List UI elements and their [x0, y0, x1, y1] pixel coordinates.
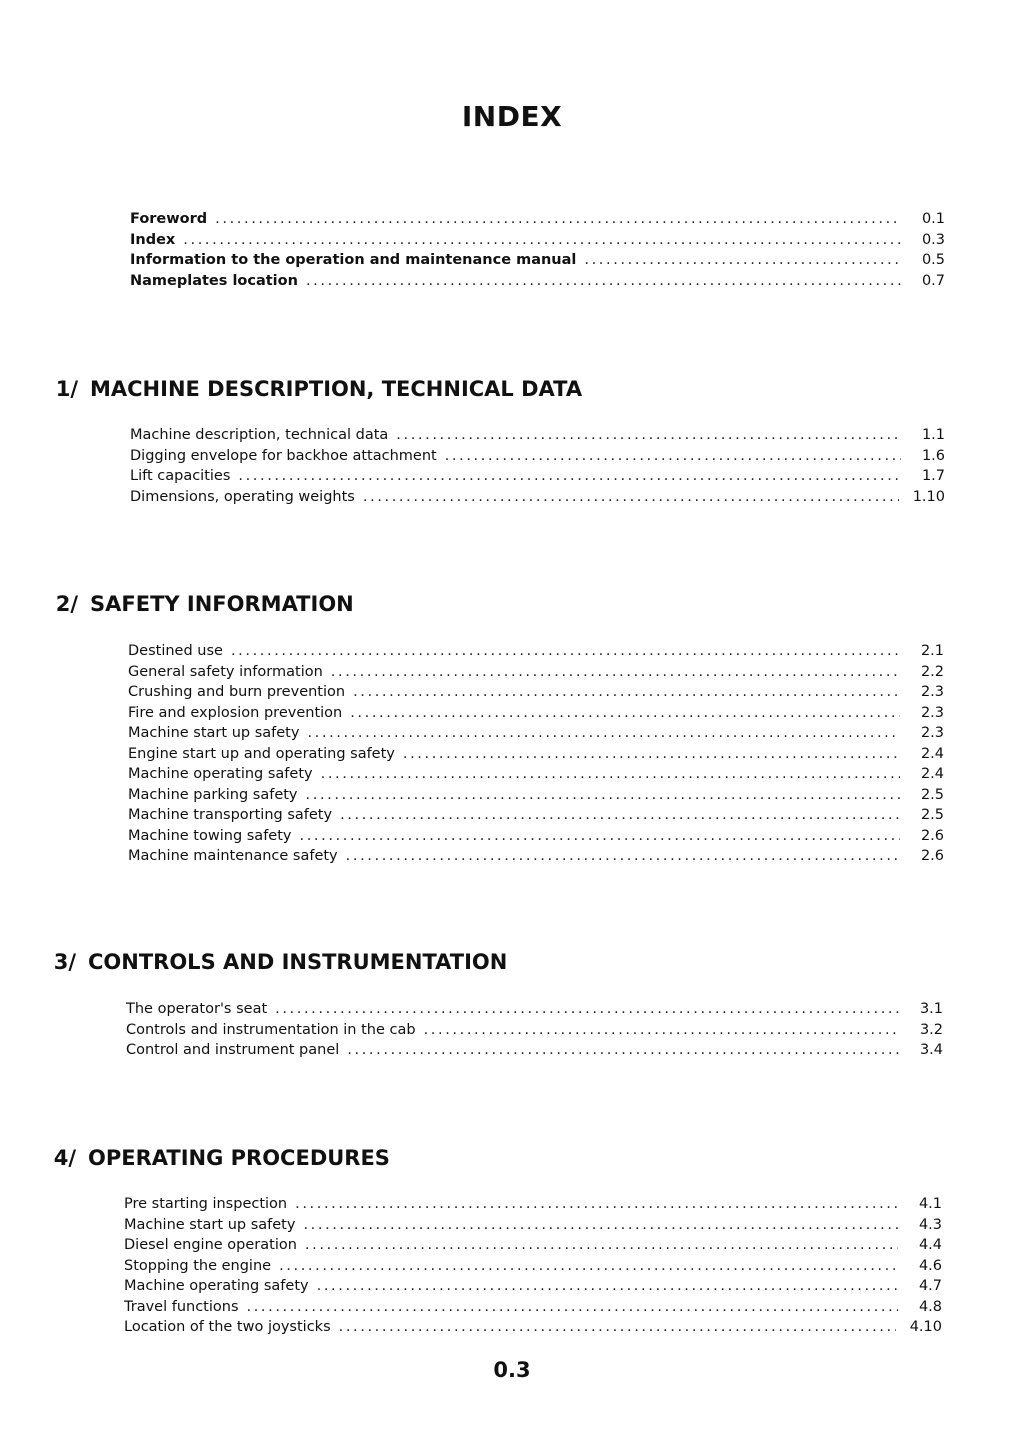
dot-leader [339, 1318, 896, 1336]
dot-leader [295, 1195, 898, 1213]
toc-entry-page: 2.3 [920, 684, 944, 700]
toc-entry-page: 1.6 [921, 447, 945, 464]
toc-entry-page: 3.4 [919, 1042, 943, 1058]
dot-leader [445, 447, 901, 465]
toc-entry-label: Index [130, 231, 176, 248]
dot-leader [247, 1298, 899, 1316]
section-number: 3/ [53, 950, 76, 974]
toc-entry[interactable] [130, 465, 945, 485]
dot-leader [424, 1021, 899, 1039]
section-title: OPERATING PROCEDURES [88, 1146, 390, 1170]
toc-entry-page: 1.1 [921, 427, 945, 443]
section-title: SAFETY INFORMATION [90, 592, 354, 616]
dot-leader [215, 210, 901, 228]
toc-entry-page: 2.5 [920, 807, 944, 823]
toc-entry-label: Nameplates location [130, 272, 298, 289]
dot-leader [300, 827, 901, 845]
dot-leader [231, 642, 900, 660]
toc-entry-label: Machine parking safety [128, 786, 298, 803]
toc-entry[interactable] [128, 661, 944, 681]
toc-entry[interactable] [128, 640, 944, 660]
dot-leader [305, 1236, 898, 1254]
dot-leader [340, 806, 900, 824]
toc-entry-page: 2.6 [920, 827, 944, 844]
toc-entry-page: 2.4 [920, 745, 944, 762]
toc-entry-label: Machine start up safety [128, 725, 300, 741]
toc-entry-label: The operator's seat [126, 1001, 268, 1017]
page-number: 0.3 [493, 1358, 531, 1382]
section-number: 2/ [55, 592, 78, 616]
toc-entry[interactable] [126, 1039, 943, 1059]
toc-entry-page: 2.5 [920, 786, 944, 803]
toc-entry[interactable] [124, 1234, 942, 1254]
toc-entry[interactable] [128, 825, 944, 845]
dot-leader [584, 251, 901, 269]
toc-entry[interactable] [130, 424, 945, 444]
toc-entry-label: Travel functions [124, 1298, 239, 1315]
toc-entry-page: 0.5 [921, 252, 945, 268]
section-number: 1/ [55, 377, 78, 401]
dot-leader [350, 704, 900, 722]
toc-entry-page: 2.2 [920, 663, 944, 680]
toc-entry-page: 3.1 [919, 1001, 943, 1017]
toc-entry[interactable] [128, 722, 944, 742]
toc-entry-page: 1.7 [921, 468, 945, 484]
toc-entry-page: 0.3 [921, 231, 945, 248]
dot-leader [396, 426, 901, 444]
toc-entry[interactable] [130, 229, 945, 249]
toc-entry[interactable] [130, 486, 945, 506]
toc-entry[interactable] [124, 1316, 942, 1336]
toc-entry-label: Destined use [128, 643, 223, 659]
toc-entry-label: Machine towing safety [128, 827, 292, 844]
toc-entry-page: 4.10 [909, 1319, 942, 1335]
toc-entry[interactable] [130, 270, 945, 290]
dot-leader [346, 847, 900, 865]
toc-entry[interactable] [124, 1214, 942, 1234]
dot-leader [279, 1257, 898, 1275]
dot-leader [321, 765, 900, 783]
toc-entry[interactable] [124, 1255, 942, 1275]
dot-leader [183, 231, 901, 249]
section-heading [26, 377, 582, 401]
toc-entry-label: Controls and instrumentation in the cab [126, 1021, 416, 1038]
toc-entry-label: Lift capacities [130, 468, 231, 484]
toc-entry-page: 0.7 [921, 272, 945, 289]
toc-entry-label: Machine operating safety [128, 766, 313, 782]
toc-entry[interactable] [130, 249, 945, 269]
toc-entry[interactable] [128, 702, 944, 722]
toc-entry[interactable] [124, 1296, 942, 1316]
toc-entry-label: Information to the operation and maintenance manual [130, 252, 577, 268]
toc-entry-page: 2.1 [920, 643, 944, 659]
toc-entry[interactable] [130, 208, 945, 228]
toc-entry-label: Dimensions, operating weights [130, 488, 355, 505]
page-title: INDEX [461, 100, 563, 133]
toc-entry-label: Machine transporting safety [128, 807, 333, 823]
toc-entry-label: Machine description, technical data [130, 427, 389, 443]
toc-entry[interactable] [128, 681, 944, 701]
toc-entry[interactable] [124, 1193, 942, 1213]
toc-entry-label: Location of the two joysticks [124, 1319, 331, 1335]
toc-entry-label: Machine operating safety [124, 1278, 309, 1294]
toc-entry-label: Digging envelope for backhoe attachment [130, 447, 437, 464]
toc-entry-page: 2.3 [920, 704, 944, 721]
dot-leader [317, 1277, 898, 1295]
section-heading [26, 592, 354, 616]
toc-entry-page: 1.10 [912, 488, 945, 505]
toc-entry-page: 4.1 [918, 1196, 942, 1212]
section-title: CONTROLS AND INSTRUMENTATION [88, 950, 508, 974]
toc-entry-page: 2.3 [920, 725, 944, 741]
toc-entry-label: Pre starting inspection [124, 1196, 288, 1212]
section-number: 4/ [53, 1146, 76, 1170]
dot-leader [353, 683, 900, 701]
toc-entry[interactable] [128, 804, 944, 824]
toc-entry[interactable] [128, 784, 944, 804]
toc-entry-page: 0.1 [921, 211, 945, 227]
toc-entry[interactable] [128, 845, 944, 865]
toc-entry[interactable] [128, 763, 944, 783]
toc-entry-label: Fire and explosion prevention [128, 704, 343, 721]
toc-entry-page: 2.4 [920, 766, 944, 782]
toc-entry-label: Stopping the engine [124, 1257, 272, 1274]
toc-entry[interactable] [130, 445, 945, 465]
dot-leader [403, 745, 900, 763]
section-heading [24, 1146, 390, 1170]
dot-leader [275, 1000, 899, 1018]
dot-leader [363, 488, 899, 506]
dot-leader [303, 1216, 898, 1234]
toc-entry-label: Engine start up and operating safety [128, 745, 395, 762]
dot-leader [307, 724, 900, 742]
toc-entry-label: Crushing and burn prevention [128, 684, 346, 700]
dot-leader [331, 663, 900, 681]
toc-entry-page: 4.7 [918, 1278, 942, 1294]
dot-leader [238, 467, 901, 485]
dot-leader [347, 1041, 899, 1059]
toc-entry-label: Machine maintenance safety [128, 848, 338, 864]
toc-entry-page: 4.6 [918, 1257, 942, 1274]
toc-entry[interactable] [124, 1275, 942, 1295]
toc-entry-label: Diesel engine operation [124, 1237, 297, 1253]
toc-entry[interactable] [126, 1019, 943, 1039]
section-title: MACHINE DESCRIPTION, TECHNICAL DATA [90, 377, 583, 401]
toc-entry-page: 3.2 [919, 1021, 943, 1038]
toc-entry-page: 2.6 [920, 848, 944, 864]
toc-entry-label: General safety information [128, 663, 323, 680]
toc-entry[interactable] [126, 998, 943, 1018]
toc-entry-label: Control and instrument panel [126, 1042, 340, 1058]
toc-entry-label: Machine start up safety [124, 1216, 296, 1233]
toc-entry-page: 4.4 [918, 1237, 942, 1253]
toc-entry[interactable] [128, 743, 944, 763]
dot-leader [306, 786, 900, 804]
toc-entry-page: 4.3 [918, 1216, 942, 1233]
section-heading [24, 950, 507, 974]
toc-entry-label: Foreword [130, 211, 208, 227]
toc-entry-page: 4.8 [918, 1298, 942, 1315]
dot-leader [306, 272, 901, 290]
